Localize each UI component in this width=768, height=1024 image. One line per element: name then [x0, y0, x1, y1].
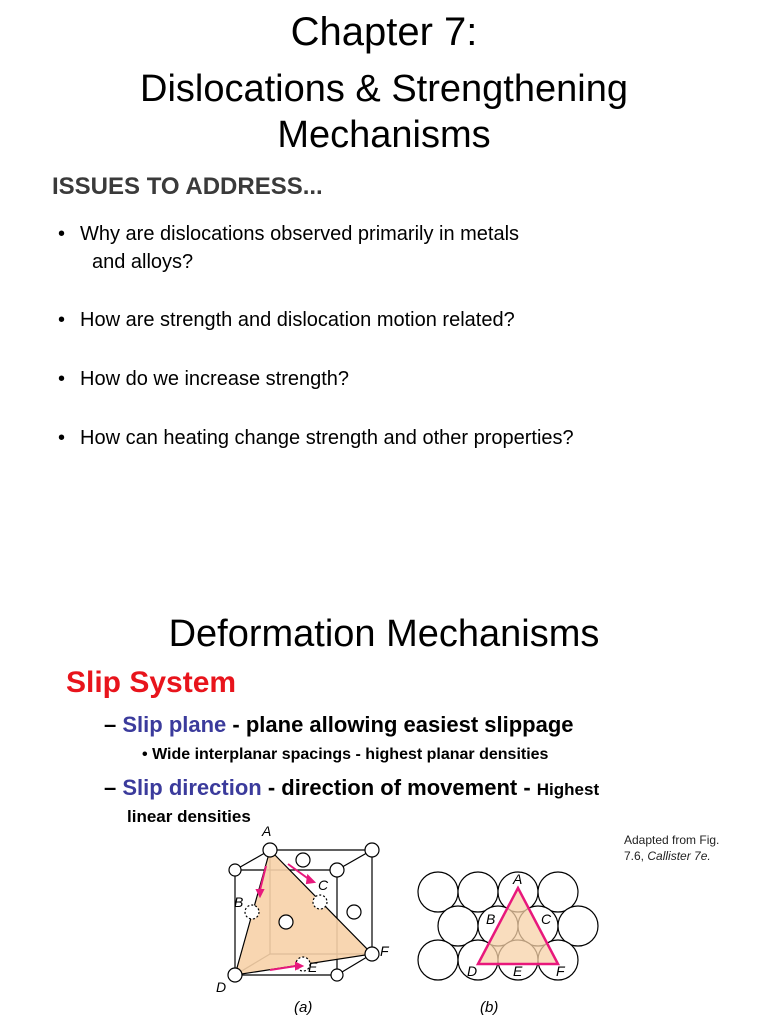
bullet-text: Why are dislocations observed primarily in metals [80, 223, 520, 245]
bullet-text: How do we increase strength? [80, 368, 350, 390]
bullet-dot: • [142, 746, 148, 763]
bullet-item [58, 306, 515, 334]
slip-plane-label: Slip plane [122, 712, 227, 737]
bullet-text: How can heating change strength and other properties? [80, 427, 574, 449]
figure-a-label: (a) [294, 999, 313, 1016]
atom [347, 905, 361, 919]
atom [330, 863, 344, 877]
caption-line2: 7.6, Callister 7e. [624, 849, 711, 863]
point-label-a: A [262, 823, 272, 839]
atom [418, 940, 458, 980]
slide-title [0, 66, 768, 158]
fcc-unit-cell-figure [210, 820, 410, 1020]
slip-direction-desc: - direction of movement - [261, 775, 537, 800]
point-label-d: D [467, 963, 478, 979]
slide2-title: Deformation Mechanisms [168, 613, 600, 655]
slip-plane-sub: Wide interplanar spacings - highest planar densities [152, 746, 549, 763]
atom [558, 906, 598, 946]
atom [365, 843, 379, 857]
point-label-c: C [541, 911, 552, 927]
atom [418, 872, 458, 912]
bullet-text: How are strength and dislocation motion related? [80, 309, 515, 331]
atom [538, 872, 578, 912]
slip-direction-item [104, 774, 599, 804]
point-label-e: E [308, 959, 318, 975]
bullet-dot: • [58, 427, 66, 449]
slip-direction-tail: Highest [536, 780, 600, 799]
slide-title-line2: Mechanisms [277, 114, 491, 156]
slip-plane-desc: - plane allowing easiest slippage [226, 712, 574, 737]
slide-title-line1: Dislocations & Strengthening [140, 68, 628, 110]
dash: – [104, 712, 117, 737]
slip-plane-subitem [142, 744, 548, 766]
point-label-b: B [486, 911, 496, 927]
atom [438, 906, 478, 946]
slip-plane-item [104, 711, 574, 739]
figure-caption [624, 832, 719, 864]
chapter-title: Chapter 7: [290, 10, 478, 54]
point-label-a: A [513, 871, 523, 887]
point-label-b: B [234, 894, 244, 910]
atom [458, 872, 498, 912]
bullet-item [58, 365, 349, 393]
slip-system-heading: Slip System [66, 666, 237, 699]
issues-heading: ISSUES TO ADDRESS... [52, 173, 323, 200]
bullet-dot: • [58, 223, 66, 245]
bullet-text-continued: and alloys? [92, 251, 194, 273]
point-label-c: C [318, 877, 329, 893]
atom [331, 969, 343, 981]
slip-direction-label: Slip direction [122, 775, 262, 800]
point-label-f: F [380, 943, 389, 959]
atom [245, 905, 259, 919]
atom [228, 968, 242, 982]
point-label-e: E [513, 963, 523, 979]
close-packed-plane-figure [410, 860, 600, 1020]
atom [229, 864, 241, 876]
bullet-dot: • [58, 368, 66, 390]
bullet-item [58, 424, 574, 452]
atom [263, 843, 277, 857]
bullet-dot: • [58, 309, 66, 331]
point-label-d: D [216, 979, 227, 995]
atom [279, 915, 293, 929]
figure-b-label: (b) [480, 999, 499, 1016]
atom [365, 947, 379, 961]
bullet-item [58, 220, 519, 276]
arrow-head-icon [307, 876, 314, 883]
atom [313, 895, 327, 909]
caption-line1: Adapted from Fig. [624, 833, 720, 847]
slip-direction-line2: linear densities [127, 807, 251, 826]
atom [296, 853, 310, 867]
point-label-f: F [556, 963, 565, 979]
dash: – [104, 775, 117, 800]
